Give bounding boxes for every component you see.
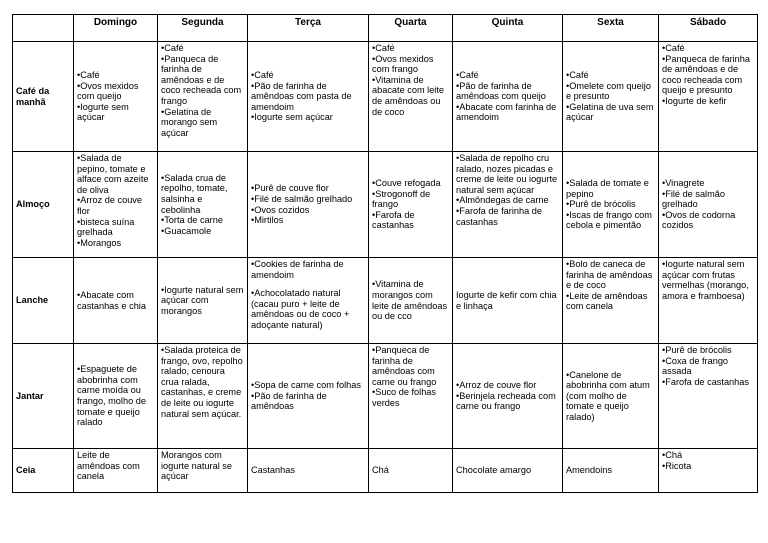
menu-cell [659, 344, 758, 449]
menu-cell [74, 152, 158, 258]
menu-cell [369, 152, 453, 258]
menu-item: • Café [456, 70, 559, 81]
menu-cell [659, 152, 758, 258]
meal-label: Ceia [13, 449, 74, 493]
menu-item: Iogurte de kefir com chia e linhaça [456, 289, 557, 311]
menu-item: • Purê de couve flor [251, 183, 365, 194]
menu-cell [659, 449, 758, 493]
menu-cell [563, 42, 659, 152]
menu-item: • Salada de repolho cru ralado, nozes picadas e creme de leite ou iogurte natural sem açúcar [456, 153, 559, 195]
day-header: Terça [248, 15, 369, 42]
menu-cell [248, 449, 369, 493]
menu-item: • Café [161, 43, 244, 54]
meal-row [13, 152, 758, 258]
menu-item: • Iogurte natural sem açúcar com frutas vermelhas (morango, amora e framboesa) [662, 259, 754, 301]
day-header: Sábado [659, 15, 758, 42]
menu-item: • Salada de pepino, tomate e alface com azeite de oliva [77, 153, 154, 195]
menu-cell [158, 258, 248, 344]
menu-cell [369, 258, 453, 344]
menu-item: • Berinjela recheada com carne ou frango [456, 391, 559, 412]
menu-item: • Coxa de frango assada [662, 356, 754, 377]
menu-item: • Pão de farinha de amêndoas com pasta de amendoim [251, 81, 365, 113]
menu-item: • Abacate com farinha de amendoim [456, 102, 559, 123]
menu-item: • Iogurte sem açúcar [251, 112, 365, 123]
menu-item: • Vinagrete [662, 178, 754, 189]
day-header: Domingo [74, 15, 158, 42]
menu-item: • Purê de brócolis [566, 199, 655, 210]
menu-item: • Café [662, 43, 754, 54]
menu-item: • Café [77, 70, 154, 81]
menu-item: • Iogurte sem açúcar [77, 102, 154, 123]
menu-item: • Salada proteica de frango, ovo, repolho ralado, cenoura crua ralada, castanhas, e creme de leite ou iogurte natural sem açúcar. [161, 345, 244, 419]
menu-item: • Filé de salmão grelhado [251, 194, 365, 205]
corner-cell [13, 15, 74, 42]
menu-item: • Suco de folhas verdes [372, 387, 449, 408]
menu-cell [369, 449, 453, 493]
menu-item: • Mirtilos [251, 215, 365, 226]
menu-item: • Canelone de abobrinha com atum (com molho de tomate e queijo ralado) [566, 370, 655, 423]
menu-item: • Morangos [77, 238, 154, 249]
menu-item: • Guacamole [161, 226, 244, 237]
menu-item: • Farofa de farinha de castanhas [456, 206, 559, 227]
menu-cell [453, 152, 563, 258]
menu-item: • Café [251, 70, 365, 81]
menu-item: • Ovos mexidos com frango [372, 54, 449, 75]
menu-item: • Espaguete de abobrinha com carne moída ou frango, molho de tomate e queijo ralado [77, 364, 154, 428]
menu-cell [369, 42, 453, 152]
menu-item: • Strogonoff de frango [372, 189, 449, 210]
menu-item: • Farofa de castanhas [662, 377, 754, 388]
day-header: Quarta [369, 15, 453, 42]
menu-cell [158, 152, 248, 258]
menu-cell [453, 42, 563, 152]
menu-item: • Chá [662, 450, 754, 461]
meal-plan-table [12, 14, 758, 493]
menu-cell [659, 42, 758, 152]
menu-item: • Farofa de castanhas [372, 210, 449, 231]
menu-item: • Couve refogada [372, 178, 449, 189]
menu-item: Chocolate amargo [456, 465, 532, 476]
header-row [13, 15, 758, 42]
menu-cell [74, 449, 158, 493]
menu-cell [248, 344, 369, 449]
menu-item: Chá [372, 465, 389, 476]
menu-item: • Ricota [662, 461, 754, 472]
menu-cell [563, 449, 659, 493]
meal-label: Café da manhã [13, 42, 74, 152]
menu-item: • Café [372, 43, 449, 54]
meal-label: Lanche [13, 258, 74, 344]
menu-cell [248, 258, 369, 344]
menu-item: Castanhas [251, 465, 295, 476]
spacer [251, 280, 365, 288]
day-header: Segunda [158, 15, 248, 42]
menu-cell [659, 258, 758, 344]
menu-cell [74, 42, 158, 152]
menu-item: • Abacate com castanhas e chia [77, 290, 154, 311]
menu-item: • Pão de farinha de amêndoas [251, 391, 365, 412]
menu-item: • Ovos mexidos com queijo [77, 81, 154, 102]
menu-item: • Omelete com queijo e presunto [566, 81, 655, 102]
menu-item: • Gelatina de uva sem açúcar [566, 102, 655, 123]
menu-cell [563, 152, 659, 258]
menu-item: • Salada crua de repolho, tomate, salsinha e cebolinha [161, 173, 244, 215]
menu-cell [158, 42, 248, 152]
day-header: Sexta [563, 15, 659, 42]
menu-item: • Iogurte natural sem açúcar com morangos [161, 285, 244, 317]
menu-cell [248, 42, 369, 152]
menu-item: Leite de amêndoas com canela [77, 450, 140, 482]
menu-item: • Vitamina de abacate com leite de amêndoas ou de coco [372, 75, 449, 117]
menu-cell [563, 258, 659, 344]
menu-item: • Bolo de caneca de farinha de amêndoas e de coco [566, 259, 655, 291]
menu-cell [158, 344, 248, 449]
menu-cell [453, 344, 563, 449]
menu-item: • Cookies de farinha de amendoim [251, 259, 365, 280]
menu-cell [158, 449, 248, 493]
meal-row [13, 258, 758, 344]
menu-item: • Leite de amêndoas com canela [566, 291, 655, 312]
menu-item: • Iogurte de kefir [662, 96, 754, 107]
menu-item: • Gelatina de morango sem açúcar [161, 107, 244, 139]
menu-item: • Ovos cozidos [251, 205, 365, 216]
menu-item: • Ovos de codorna cozidos [662, 210, 754, 231]
menu-item: • bisteca suína grelhada [77, 217, 154, 238]
menu-item: • Vitamina de morangos com leite de amêndoas ou de cco [372, 279, 449, 321]
menu-cell [74, 344, 158, 449]
menu-item: • Filé de salmão grelhado [662, 189, 754, 210]
menu-item: • Café [566, 70, 655, 81]
menu-item: • Purê de brócolis [662, 345, 754, 356]
meal-label: Jantar [13, 344, 74, 449]
menu-item: • Sopa de carne com folhas [251, 380, 365, 391]
menu-item: • Panqueca de farinha de amêndoas e de coco recheada com frango [161, 54, 244, 107]
menu-cell [453, 449, 563, 493]
meal-row [13, 449, 758, 493]
menu-item: • Arroz de couve flor [456, 380, 559, 391]
meal-label: Almoço [13, 152, 74, 258]
menu-item: • Pão de farinha de amêndoas com queijo [456, 81, 559, 102]
day-header: Quinta [453, 15, 563, 42]
menu-item: Morangos com iogurte natural se açúcar [161, 450, 232, 482]
menu-cell [563, 344, 659, 449]
menu-cell [453, 258, 563, 344]
menu-cell [74, 258, 158, 344]
meal-rows [13, 42, 758, 493]
menu-item: Amendoins [566, 465, 612, 476]
menu-item: • Iscas de frango com cebola e pimentão [566, 210, 655, 231]
menu-item: • Torta de carne [161, 215, 244, 226]
meal-row [13, 344, 758, 449]
menu-cell [248, 152, 369, 258]
menu-item: • Achocolatado natural (cacau puro + leite de amêndoas ou de coco + adoçante natural) [251, 288, 365, 330]
menu-item: • Salada de tomate e pepino [566, 178, 655, 199]
menu-item: • Panqueca de farinha de amêndoas com carne ou frango [372, 345, 449, 387]
menu-item: • Almôndegas de carne [456, 195, 559, 206]
menu-item: • Arroz de couve flor [77, 195, 154, 216]
menu-cell [369, 344, 453, 449]
meal-row [13, 42, 758, 152]
menu-item: • Panqueca de farinha de amêndoas e de coco recheada com queijo e presunto [662, 54, 754, 96]
